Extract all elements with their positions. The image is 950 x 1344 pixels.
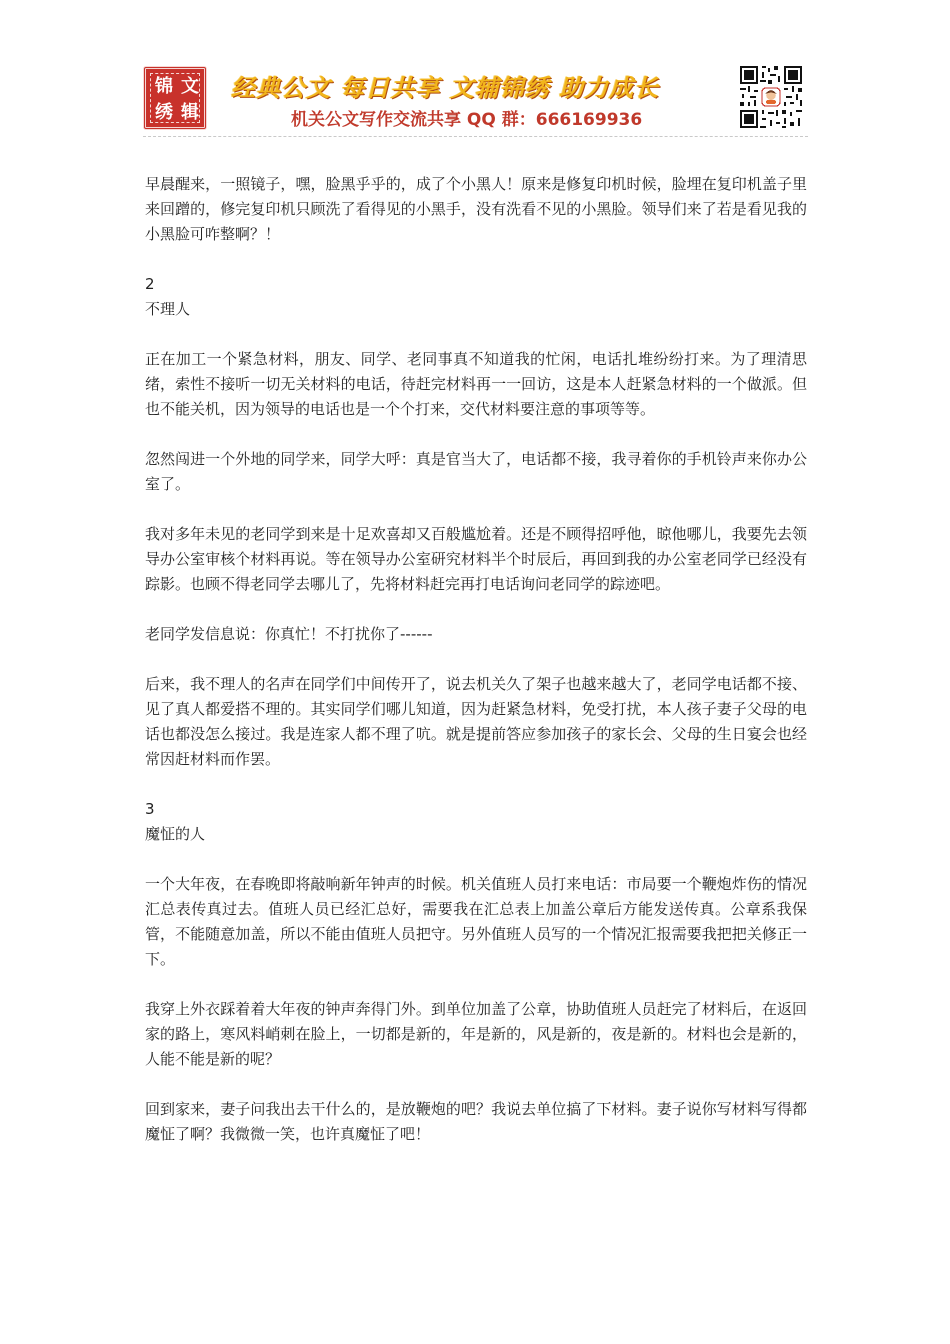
- seal-char: 绣: [155, 102, 173, 123]
- paragraph: 我穿上外衣踩着着大年夜的钟声奔得门外。到单位加盖了公章，协助值班人员赶完了材料后，在返回家的路上，寒风料峭刺在脸上，一切都是新的，年是新的，风是新的，夜是新的。材料也会是新的，人能不能是新的呢？: [145, 1000, 807, 1068]
- paragraph: 早晨醒来，一照镜子，嘿，脸黑乎乎的，成了个小黑人！原来是修复印机时候，脸埋在复印机盖子里来回蹭的，修完复印机只顾洗了看得见的小黑手，没有洗看不见的小黑脸。领导们来了若是看见我的小黑脸可咋整啊？！: [145, 175, 807, 243]
- section-title: 魔怔的人: [145, 825, 206, 843]
- paragraph: 后来，我不理人的名声在同学们中间传开了，说去机关久了架子也越来越大了，老同学电话都不接、见了真人都爱搭不理的。其实同学们哪儿知道，因为赶紧急材料，免受打扰，本人孩子妻子父母的电话也都没怎么接过。我是连家人都不理了吭。就是提前答应参加孩子的家长会、父母的生日宴会也经常因赶材料而作罢。: [145, 675, 807, 768]
- header-slogan: 经典公文 每日共享 文辅锦绣 助力成长: [231, 73, 660, 102]
- qr-code-icon: [738, 64, 804, 130]
- seal-char: 文: [181, 76, 199, 97]
- header-divider: [143, 136, 808, 137]
- paragraph: 正在加工一个紧急材料，朋友、同学、老同事真不知道我的忙闲，电话扎堆纷纷打来。为了理清思绪，索性不接听一切无关材料的电话，待赶完材料再一一回访，这是本人赶紧急材料的一个做派。但也不能关机，因为领导的电话也是一个个打来，交代材料要注意的事项等等。: [145, 350, 807, 418]
- seal-char: 辑: [181, 102, 199, 123]
- seal-logo-icon: [143, 66, 207, 130]
- section-number: 2: [145, 275, 155, 293]
- header-subtitle: 机关公文写作交流共享 QQ 群：666169936: [291, 110, 643, 130]
- paragraph: 忽然闯进一个外地的同学来，同学大呼：真是官当大了，电话都不接，我寻着你的手机铃声来你办公室了。: [145, 450, 807, 493]
- document-header: [143, 62, 808, 134]
- section-number: 3: [145, 800, 155, 818]
- article-body: [145, 172, 807, 1147]
- paragraph: 一个大年夜，在春晚即将敲响新年钟声的时候。机关值班人员打来电话：市局要一个鞭炮炸伤的情况汇总表传真过去。值班人员已经汇总好，需要我在汇总表上加盖公章后方能发送传真。公章系我保管，不能随意加盖，所以不能由值班人员把守。另外值班人员写的一个情况汇报需要我把把关修正一下。: [145, 875, 807, 968]
- section-title: 不理人: [145, 300, 191, 318]
- seal-char: 锦: [155, 76, 173, 97]
- paragraph: 老同学发信息说：你真忙！不打扰你了------: [145, 625, 433, 643]
- paragraph: 回到家来，妻子问我出去干什么的，是放鞭炮的吧？我说去单位搞了下材料。妻子说你写材料写得都魔怔了啊？我微微一笑，也许真魔怔了吧！: [145, 1100, 807, 1143]
- paragraph: 我对多年未见的老同学到来是十足欢喜却又百般尴尬着。还是不顾得招呼他，晾他哪儿，我要先去领导办公室审核个材料再说。等在领导办公室研究材料半个时辰后，再回到我的办公室老同学已经没有踪影。也顾不得老同学去哪儿了，先将材料赶完再打电话询问老同学的踪迹吧。: [145, 525, 807, 593]
